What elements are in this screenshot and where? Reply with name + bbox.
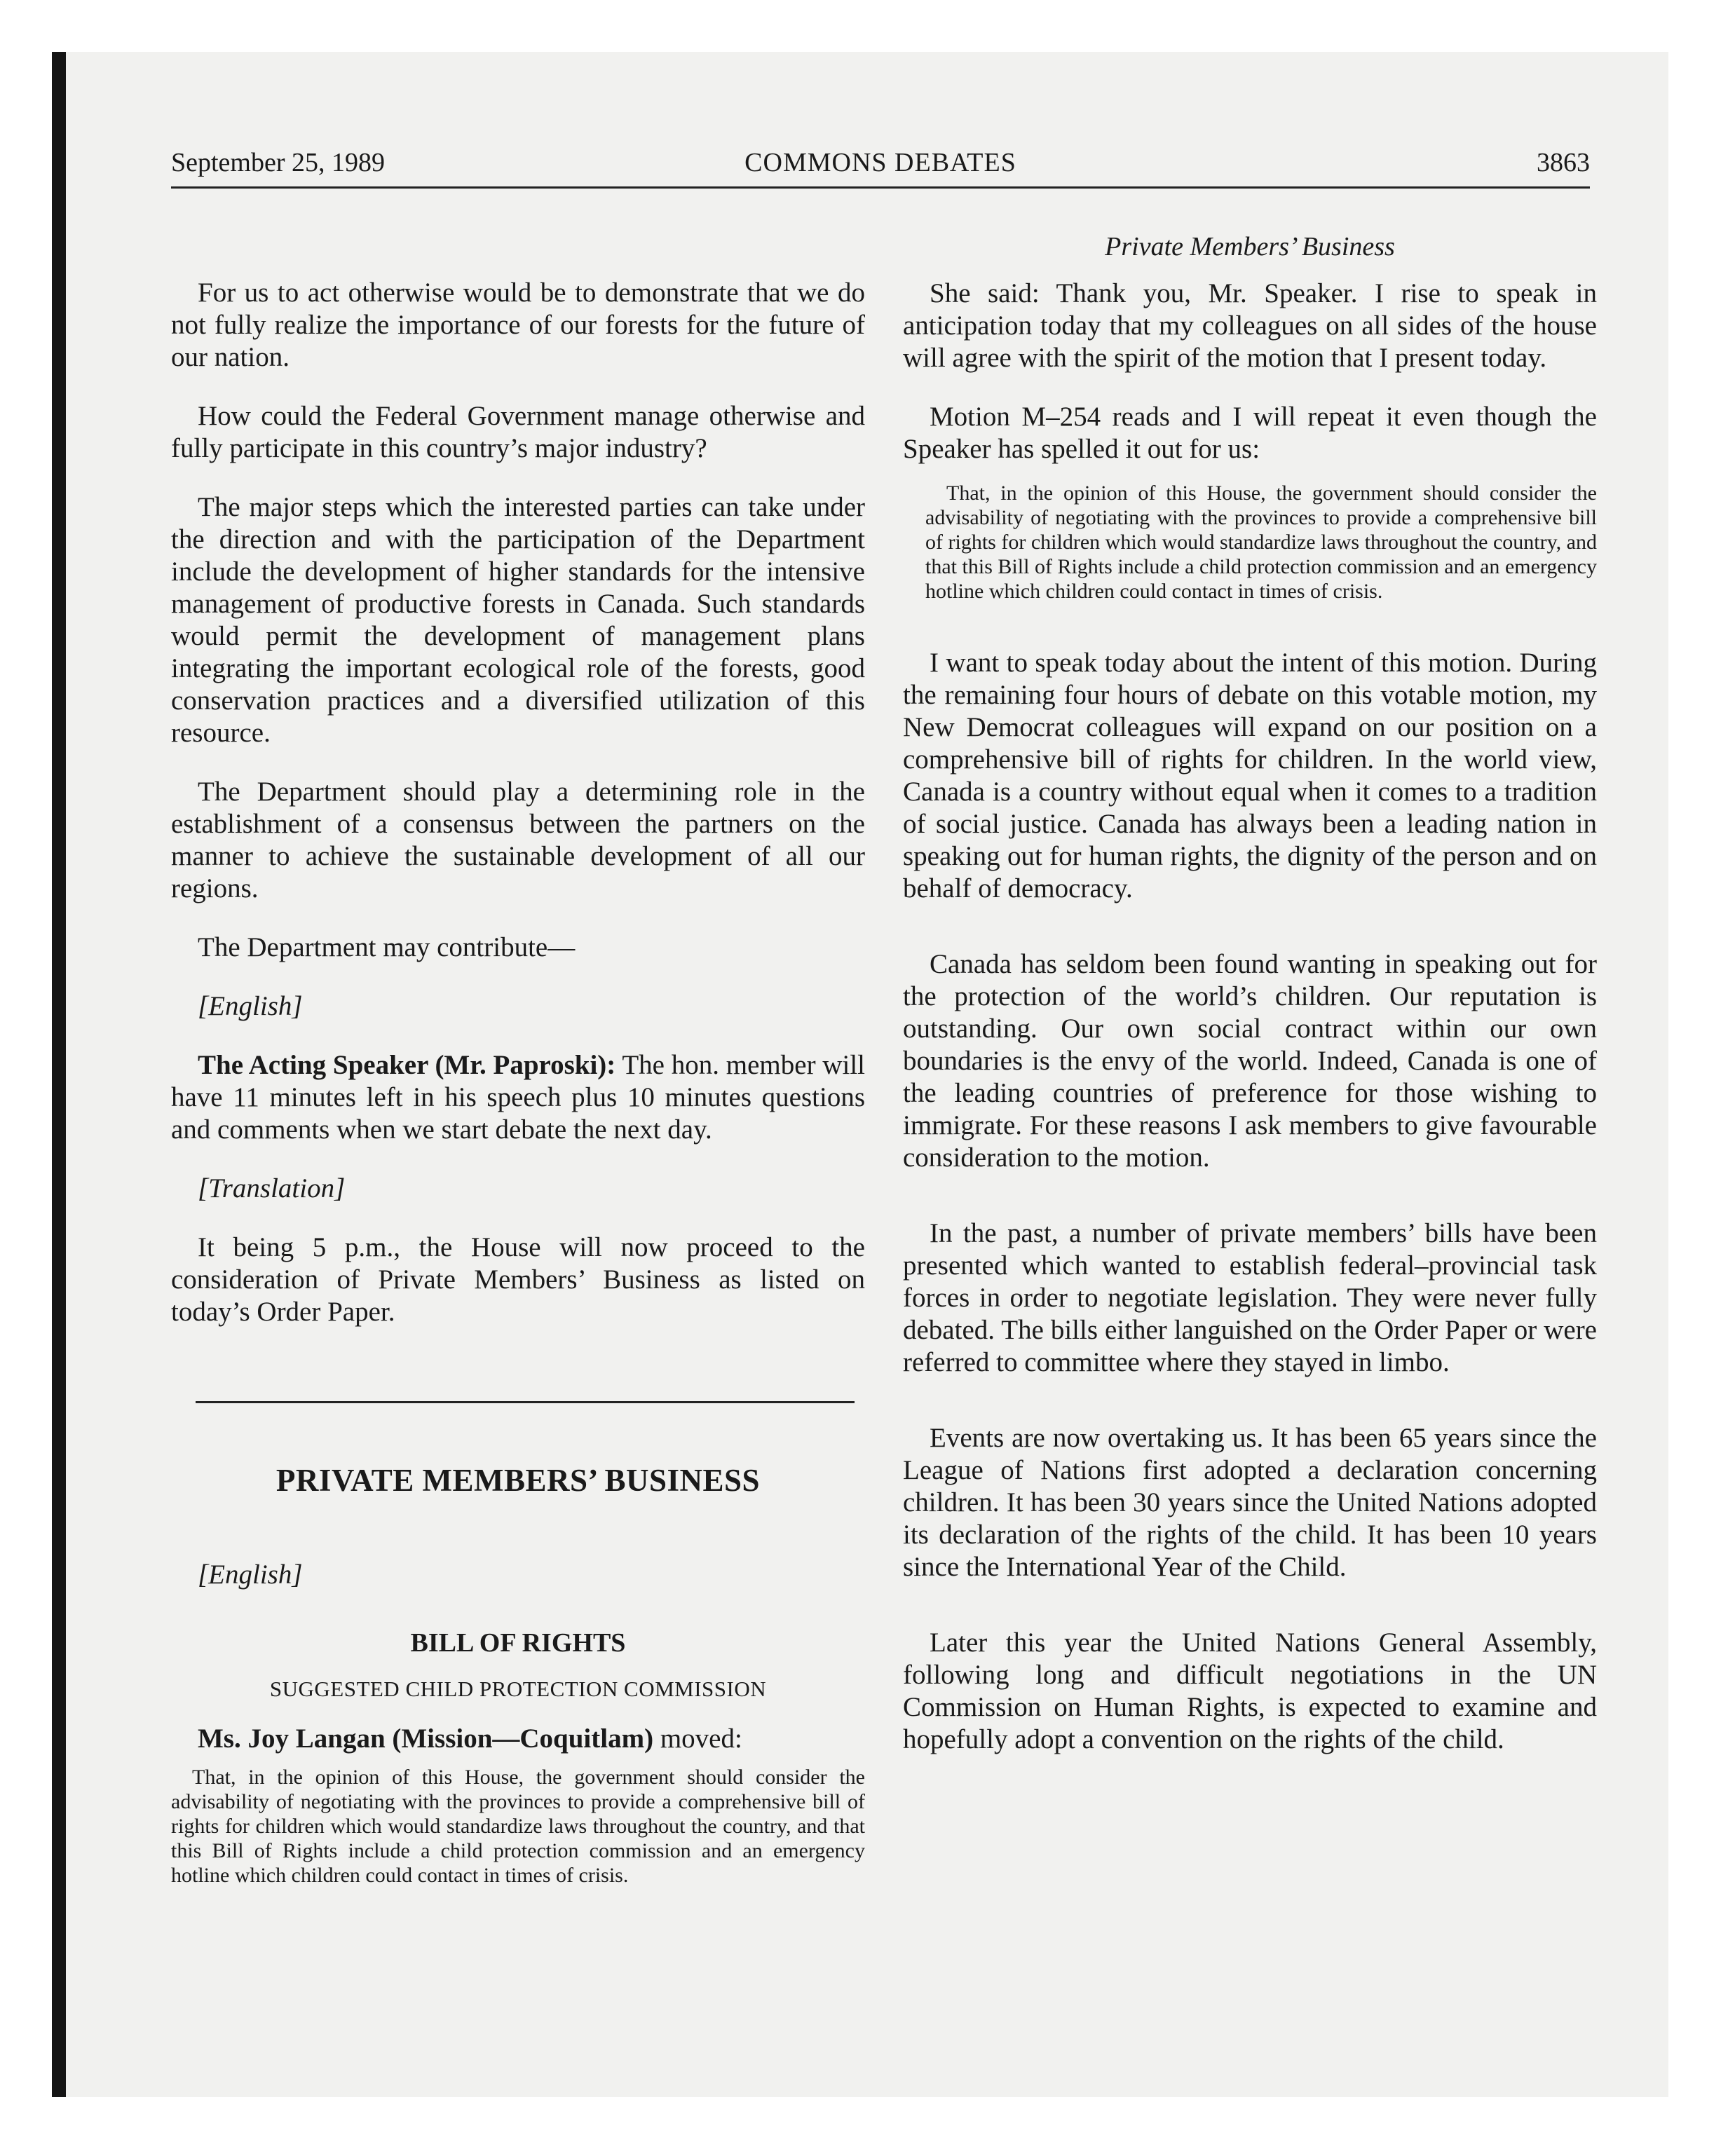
paragraph: For us to act otherwise would be to demonstrate that we do not fully realize the importance of our forests for the future of our nation. [171,278,865,372]
language-tag: [English] [198,1560,303,1590]
mover-paragraph [171,1723,865,1755]
section-divider [196,1401,855,1403]
motion-quote: That, in the opinion of this House, the government should consider the advisability of negotiating with the provinces to provide a comprehensive bill of rights for children which would standardize laws throughout the country, and that this Bill of Rights include a child protection commission and an emergency hotline which children could contact in times of crisis. [925,482,1597,603]
mover-text: moved: [653,1724,742,1754]
paragraph: How could the Federal Government manage otherwise and fully participate in this country’s major industry? [171,401,865,463]
scan-edge [52,52,66,2097]
paragraph: The Department should play a determining role in the establishment of a consensus between the partners on the manner to achieve the sustainable development of all our regions. [171,777,865,903]
right-column [903,231,1597,1756]
paragraph: Events are now overtaking us. It has been 65 years since the League of Nations first adopted a declaration concerning children. It has been 30 years since the United Nations adopted its declaration of the rights of the child. It has been 10 years since the International Year of the Child. [903,1423,1597,1582]
paragraph: Motion M–254 reads and I will repeat it even though the Speaker has spelled it out for us: [903,402,1597,464]
running-head: Private Members’ Business [1105,232,1395,261]
speaker-text: The hon. member will have 11 minutes left in his speech plus 10 minutes questions and comments when we start debate the next day. [171,1050,865,1145]
mover-name: Ms. Joy Langan (Mission—Coquitlam) [198,1724,654,1754]
speaker-paragraph [171,1049,865,1146]
header-date: September 25, 1989 [171,148,386,177]
subsection-title: BILL OF RIGHTS [410,1628,626,1658]
subsubsection-title: SUGGESTED CHILD PROTECTION COMMISSION [269,1677,767,1701]
page-header [171,147,1590,189]
paragraph: She said: Thank you, Mr. Speaker. I rise to speak in anticipation today that my colleagues on all sides of the house will agree with the spirit of the motion that I present today. [903,278,1597,373]
language-tag: [English] [198,991,303,1021]
language-tag: [Translation] [198,1173,346,1203]
paragraph: I want to speak today about the intent of this motion. During the remaining four hours of debate on this votable motion, my New Democrat colleagues will expand on our position on a comprehensive bill of rights for children. In the world view, Canada is a country without equal when it comes to a tradition of social justice. Canada has always been a leading nation in speaking out for human rights, the dignity of the person and on behalf of democracy. [903,648,1597,903]
section-title: PRIVATE MEMBERS’ BUSINESS [275,1463,761,1498]
paragraph: Later this year the United Nations General Assembly, following long and difficult negotiations in the UN Commission on Human Rights, is expected to examine and hopefully adopt a convention on the rights of the child. [903,1628,1597,1754]
paragraph: In the past, a number of private members’ bills have been presented which wanted to establish federal–provincial task forces in order to negotiate legislation. They were never fully debated. The bills either languished on the Order Paper or were referred to committee where they stayed in limbo. [903,1218,1597,1377]
motion-quote: That, in the opinion of this House, the government should consider the advisability of negotiating with the provinces to provide a comprehensive bill of rights for children which would standardize laws throughout the country, and that this Bill of Rights include a child protection commission and an emergency hotline which children could contact in times of crisis. [171,1766,865,1887]
left-column [171,277,865,1888]
paragraph: The Department may contribute— [198,932,576,962]
paragraph: Canada has seldom been found wanting in speaking out for the protection of the world’s children. Our reputation is outstanding. Our own social contract within our own boundaries is the envy of the world. Indeed, Canada is one of the leading countries of preference for those wishing to immigrate. For these reasons I ask members to give favourable consideration to the motion. [903,949,1597,1173]
header-title: COMMONS DEBATES [744,148,1016,177]
paragraph: The major steps which the interested parties can take under the direction and with the participation of the Department include the development of higher standards for the intensive management of productive forests in Canada. Such standards would permit the development of management plans integrating the important ecological role of the forests, good conservation practices and a diversified utilization of this resource. [171,492,865,748]
speaker-name: The Acting Speaker (Mr. Paproski): [198,1050,616,1080]
paragraph: It being 5 p.m., the House will now proceed to the consideration of Private Members’ Business as listed on today’s Order Paper. [171,1232,865,1327]
page-number: 3863 [1537,148,1590,177]
